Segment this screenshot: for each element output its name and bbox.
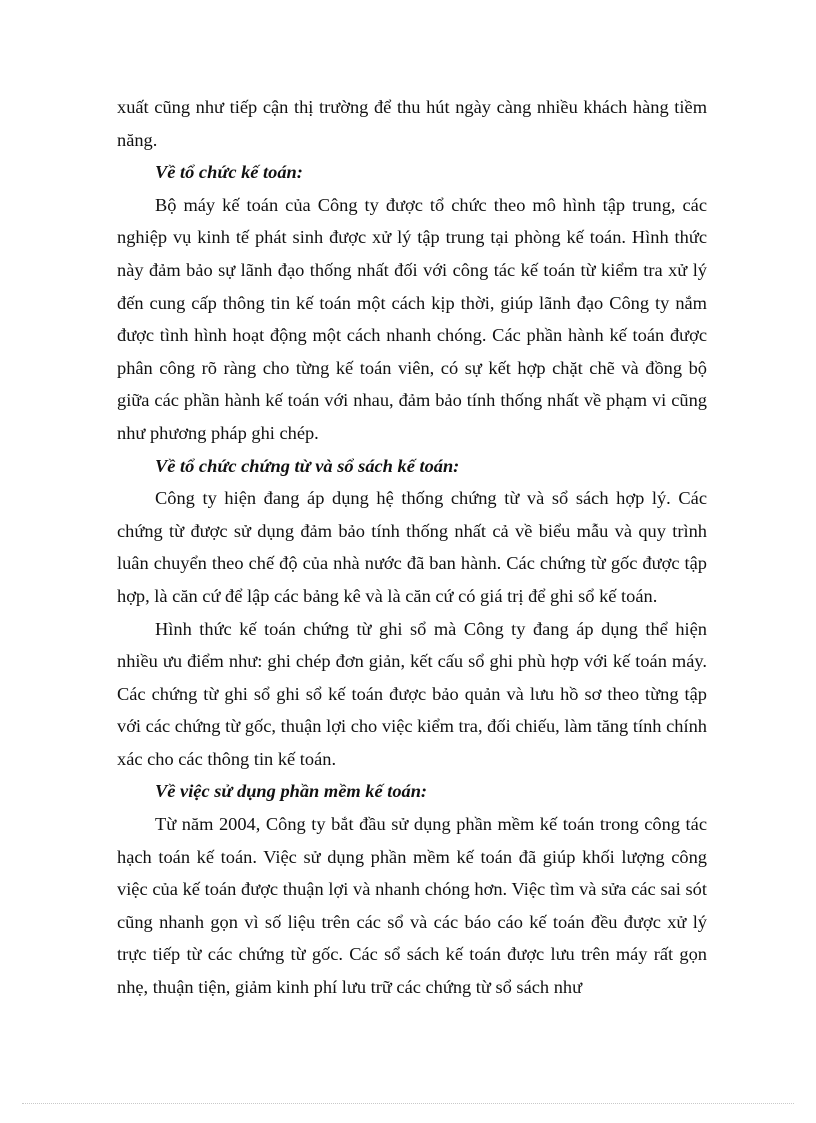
heading-vouchers-and-books: Về tổ chức chứng từ và sổ sách kế toán: — [155, 455, 460, 476]
paragraph-continuation: xuất cũng như tiếp cận thị trường để thu hút ngày càng nhiều khách hàng tiềm năng. — [117, 97, 707, 150]
heading-accounting-organization: Về tổ chức kế toán: — [155, 162, 303, 183]
paragraph-voucher-system: Công ty hiện đang áp dụng hệ thống chứng từ và sổ sách hợp lý. Các chứng từ được sử dụng đảm bảo tính thống nhất cả về biểu mẫu và quy trình luân chuyển theo chế độ của nhà nước đã ban hành. Các chứng từ gốc được tập hợp, là căn cứ để lập các bảng kê và là căn cứ có giá trị để ghi sổ kế toán. — [117, 488, 707, 606]
page-bottom-divider — [22, 1103, 794, 1104]
paragraph-recording-form: Hình thức kế toán chứng từ ghi sổ mà Công ty đang áp dụng thể hiện nhiều ưu điểm như: ghi chép đơn giản, kết cấu sổ ghi phù hợp với kế toán máy. Các chứng từ ghi sổ ghi sổ kế toán được bảo quản và lưu hồ sơ theo từng tập với các chứng từ gốc, thuận lợi cho việc kiểm tra, đối chiếu, làm tăng tính chính xác cho các thông tin kế toán. — [117, 618, 707, 769]
paragraph-software-usage: Từ năm 2004, Công ty bắt đầu sử dụng phần mềm kế toán trong công tác hạch toán kế toán. Việc sử dụng phần mềm kế toán đã giúp khối lượng công việc của kế toán được thuận lợi và nhanh chóng hơn. Việc tìm và sửa các sai sót cũng nhanh gọn vì số liệu trên các sổ và các báo cáo kế toán đều được xử lý trực tiếp từ các chứng từ gốc. Các sổ sách kế toán được lưu trên máy rất gọn nhẹ, thuận tiện, giảm kinh phí lưu trữ các chứng từ sổ sách như — [117, 814, 707, 998]
heading-accounting-software: Về việc sử dụng phần mềm kế toán: — [155, 781, 428, 802]
document-page — [117, 91, 707, 1004]
paragraph-accounting-apparatus: Bộ máy kế toán của Công ty được tổ chức theo mô hình tập trung, các nghiệp vụ kinh tế phát sinh được xử lý tập trung tại phòng kế toán. Hình thức này đảm bảo sự lãnh đạo thống nhất đối với công tác kế toán từ kiểm tra xử lý đến cung cấp thông tin kế toán một cách kịp thời, giúp lãnh đạo Công ty nắm được tình hình hoạt động một cách nhanh chóng. Các phần hành kế toán được phân công rõ ràng cho từng kế toán viên, có sự kết hợp chặt chẽ và đồng bộ giữa các phần hành kế toán với nhau, đảm bảo tính thống nhất về phạm vi cũng như phương pháp ghi chép. — [117, 194, 707, 443]
